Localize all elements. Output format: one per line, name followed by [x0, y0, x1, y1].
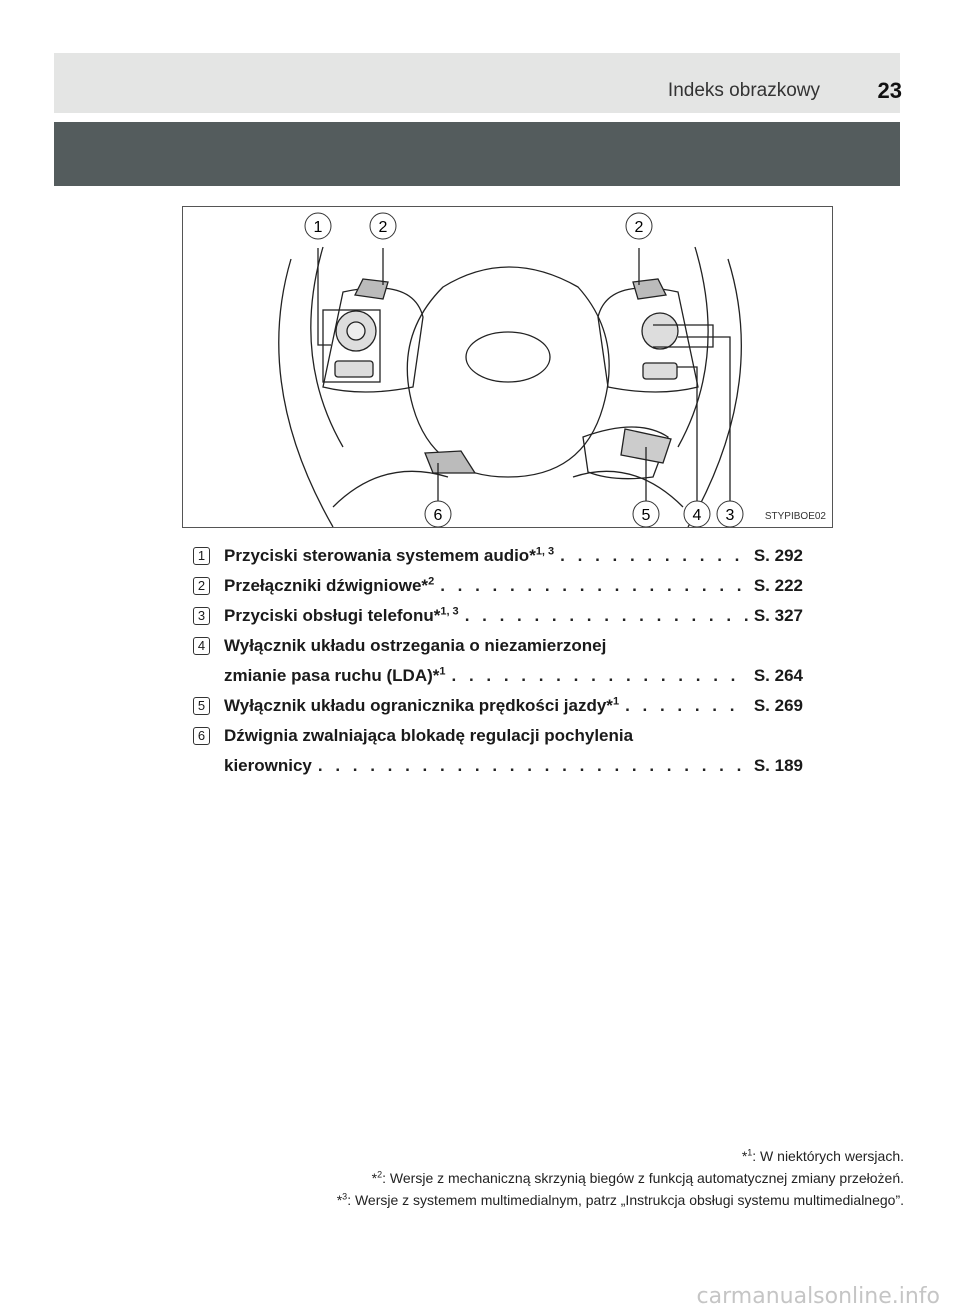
item-number: 6 — [193, 727, 210, 745]
item-number: 4 — [193, 637, 210, 655]
item-label-line1: Wyłącznik układu ostrzegania o niezamierzonej — [224, 636, 607, 655]
item-number: 2 — [193, 577, 210, 595]
steering-wheel-illustration — [183, 207, 833, 528]
item-page-ref: S. 222 — [753, 576, 803, 595]
header-band — [54, 122, 900, 186]
item-label: Wyłącznik układu ogranicznika prędkości jazdy* — [224, 696, 613, 715]
dot-leader — [465, 601, 748, 631]
item-sup: 2 — [428, 575, 435, 588]
section-title: Indeks obrazkowy — [667, 80, 820, 101]
page-number: 23 — [877, 78, 902, 103]
item-page-ref: S. 327 — [753, 606, 803, 625]
list-item — [193, 541, 803, 571]
item-number: 3 — [193, 607, 210, 625]
dot-leader — [560, 541, 748, 571]
footnote: *$^1$: W niektórych wersjach. — [741, 1147, 904, 1164]
list-item — [193, 691, 803, 721]
list-item — [193, 631, 803, 691]
figure-code: STYPIBOE02 — [764, 511, 826, 522]
callout-6: 6 — [433, 507, 443, 524]
list-item — [193, 571, 803, 601]
footnotes — [337, 1145, 904, 1211]
item-page-ref: S. 264 — [753, 666, 803, 685]
callout-3: 3 — [725, 507, 735, 524]
steering-wheel-figure — [182, 206, 833, 528]
callout-4: 4 — [692, 507, 702, 524]
footnote: *$^3$: Wersje z systemem multimedialnym, patrz „Instrukcja obsługi systemu multimedialnego”. — [336, 1191, 904, 1208]
dot-leader — [440, 571, 748, 601]
item-page-ref: S. 292 — [753, 546, 803, 565]
item-list — [193, 541, 803, 781]
dot-leader — [318, 751, 748, 781]
item-page-ref: S. 269 — [753, 696, 803, 715]
item-sup: 1, 3 — [440, 605, 459, 618]
dot-leader — [625, 691, 748, 721]
item-number: 5 — [193, 697, 210, 715]
callout-2b: 2 — [634, 219, 644, 236]
callout-1: 1 — [313, 219, 323, 236]
footnote: *$^2$: Wersje z mechaniczną skrzynią biegów z funkcją automatycznej zmiany przełożeń. — [371, 1169, 904, 1186]
callout-2a: 2 — [378, 219, 388, 236]
item-label: kierownicy — [224, 756, 312, 775]
item-label-line1: Dźwignia zwalniająca blokadę regulacji pochylenia — [224, 726, 634, 745]
item-label: Przyciski sterowania systemem audio* — [224, 546, 536, 565]
callout-5: 5 — [641, 507, 651, 524]
item-page-ref: S. 189 — [753, 756, 803, 775]
dot-leader — [452, 661, 748, 691]
item-sup: 1 — [612, 695, 620, 708]
item-sup: 1, 3 — [535, 545, 555, 558]
item-sup: 1 — [439, 665, 446, 678]
list-item — [193, 721, 803, 781]
item-label: Przyciski obsługi telefonu* — [224, 606, 441, 625]
item-label: zmianie pasa ruchu (LDA)* — [224, 666, 440, 685]
watermark: carmanualsonline.info — [696, 1284, 940, 1309]
item-label: Przełączniki dźwigniowe* — [224, 576, 429, 595]
list-item — [193, 601, 803, 631]
item-number: 1 — [193, 547, 210, 565]
